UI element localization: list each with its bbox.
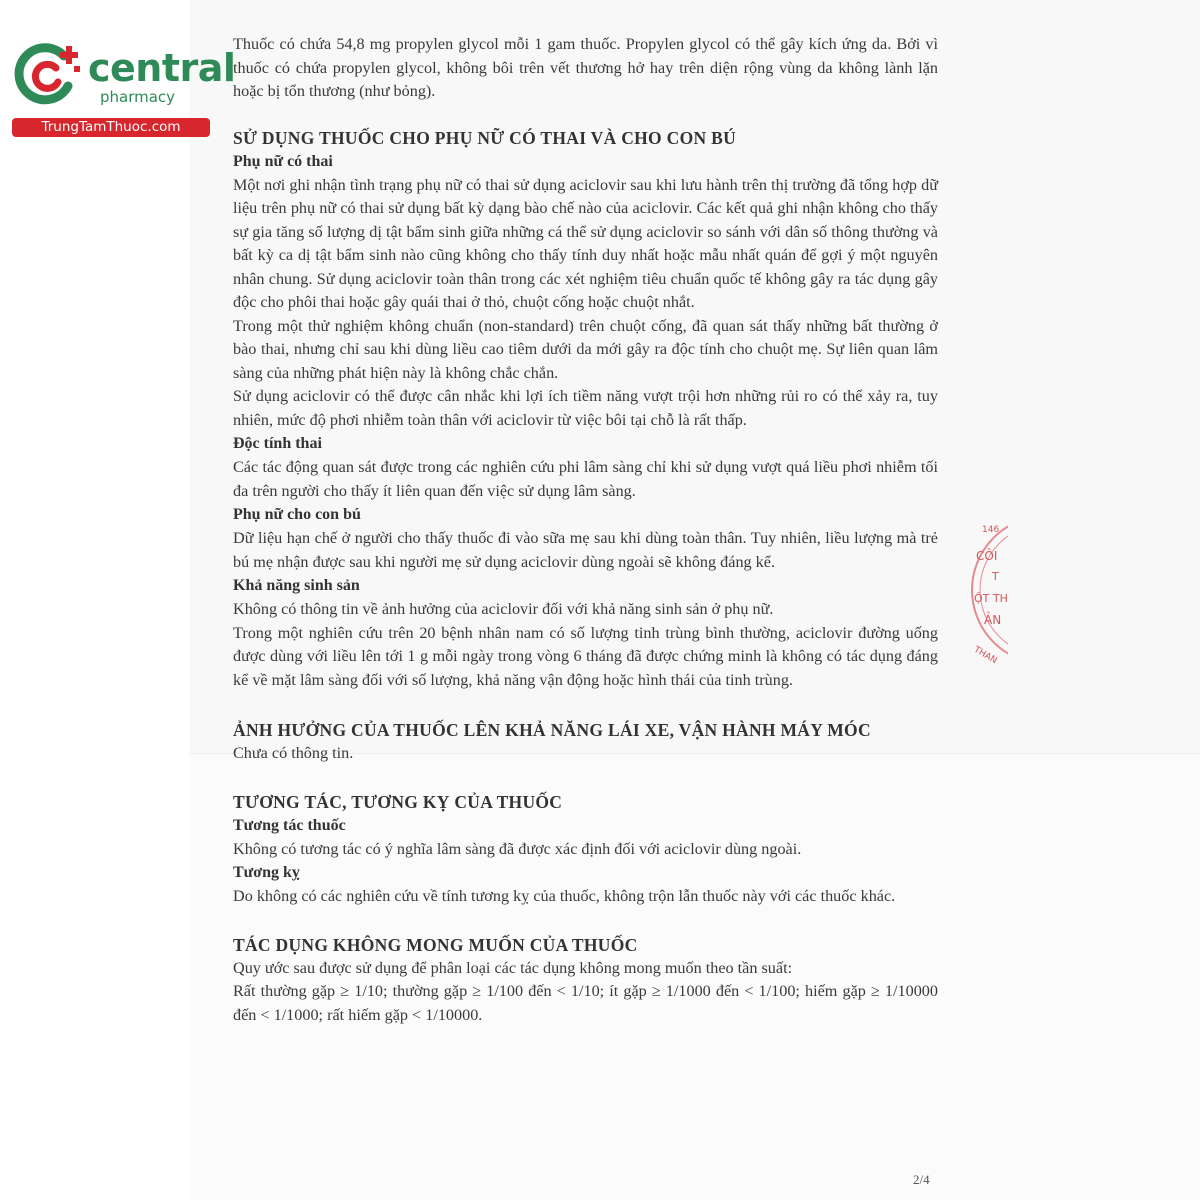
stamp-line-2: CÔI <box>976 549 998 563</box>
stamp-line-3: T <box>992 570 999 583</box>
logo-website-banner[interactable]: TrungTamThuoc.com <box>12 118 210 137</box>
driving-heading: ẢNH HƯỞNG CỦA THUỐC LÊN KHẢ NĂNG LÁI XE, VẬN HÀNH MÁY MÓC <box>233 720 871 740</box>
pregnant-subheading: Phụ nữ có thai <box>233 152 333 170</box>
logo-subtitle: pharmacy <box>100 88 176 106</box>
document-content <box>233 33 938 1027</box>
fetal-toxicity-subheading: Độc tính thai <box>233 435 322 452</box>
driving-paragraph: Chưa có thông tin. <box>233 744 354 762</box>
stamp-line-6: THAN <box>971 644 999 667</box>
incompatibility-subheading: Tương kỵ <box>233 864 300 881</box>
fetal-toxicity-paragraph: Các tác động quan sát được trong các nghiên cứu phi lâm sàng chỉ khi sử dụng vượt quá liều phơi nhiễm tối đa trên người cho thấy ít liên quan đến việc sử dụng lâm sàng. <box>233 458 938 500</box>
adverse-effects-paragraph-2: Rất thường gặp ≥ 1/10; thường gặp ≥ 1/100 đến < 1/10; ít gặp ≥ 1/1000 đến < 1/100; hiếm gặp ≥ 1/10000 đến < 1/1000; rất hiếm gặp < 1/10000. <box>233 982 938 1024</box>
adverse-effects-heading: TÁC DỤNG KHÔNG MONG MUỐN CỦA THUỐC <box>233 934 638 955</box>
stamp-line-4: ỘT TH <box>974 592 1008 605</box>
lactation-paragraph: Dữ liệu hạn chế ở người cho thấy thuốc đi vào sữa mẹ sau khi dùng toàn thân. Tuy nhiên, liều lượng mà trẻ bú mẹ nhận được sau khi người mẹ sử dụng aciclovir dùng ngoài sẽ không đáng kể. <box>233 529 938 571</box>
drug-interaction-subheading: Tương tác thuốc <box>233 816 346 834</box>
pregnant-paragraph-2: Trong một thử nghiệm không chuẩn (non-standard) trên chuột cống, đã quan sát thấy những bất thường ở bào thai, nhưng chỉ sau khi dùng liều cao tiêm dưới da mới gây ra độc tính cho chuột mẹ. Sự liên quan lâm sàng của những phát hiện này là không chắc chắn. <box>233 316 938 382</box>
logo-mark-icon <box>12 38 88 108</box>
pregnancy-heading: SỬ DỤNG THUỐC CHO PHỤ NỮ CÓ THAI VÀ CHO CON BÚ <box>233 127 737 148</box>
interactions-heading: TƯƠNG TÁC, TƯƠNG KỴ CỦA THUỐC <box>233 791 563 812</box>
page-number: 2/4 <box>913 1172 930 1187</box>
fertility-subheading: Khả năng sinh sản <box>233 577 360 594</box>
intro-paragraph: Thuốc có chứa 54,8 mg propylen glycol mỗi 1 gam thuốc. Propylen glycol có thể gây kích ứng da. Bởi vì thuốc có chứa propylen glycol, không bôi trên vết thương hở hay trên diện rộng vùng da không lành lặn hoặc bị tổn thương (như bỏng). <box>233 35 938 100</box>
incompatibility-paragraph: Do không có các nghiên cứu về tính tương kỵ của thuốc, không trộn lẫn thuốc này với các thuốc khác. <box>233 887 896 905</box>
stamp-line-5: ẢN <box>984 613 1002 627</box>
pregnant-paragraph-1: Một nơi ghi nhận tình trạng phụ nữ có thai sử dụng aciclovir sau khi lưu hành trên thị trường đã tổng hợp dữ liệu trên phụ nữ có thai sử dụng bất kỳ dạng bào chế nào của aciclovir. Các kết quả ghi nhận không cho thấy sự gia tăng số lượng dị tật bẩm sinh giữa những cá thể sử dụng aciclovir so sánh với dân số thông thường và bất kỳ ca dị tật bẩm sinh nào cũng không cho thấy tính duy nhất hoặc mẫu nhất quán để gợi ý một nguyên nhân chung. Sử dụng aciclovir toàn thân trong các xét nghiệm tiêu chuẩn quốc tế không gây ra tác dụng gây độc cho phôi thai hoặc gây quái thai ở thỏ, chuột cống hoặc chuột nhắt. <box>233 175 938 311</box>
drug-interaction-paragraph: Không có tương tác có ý nghĩa lâm sàng đã được xác định đối với aciclovir dùng ngoài. <box>233 839 802 858</box>
adverse-effects-paragraph-1: Quy ước sau được sử dụng để phân loại các tác dụng không mong muốn theo tần suất: <box>233 958 793 977</box>
fertility-paragraph-1: Không có thông tin về ảnh hưởng của aciclovir đối với khả năng sinh sản ở phụ nữ. <box>233 600 774 618</box>
lactation-subheading: Phụ nữ cho con bú <box>233 506 361 523</box>
fertility-paragraph-2: Trong một nghiên cứu trên 20 bệnh nhân nam có số lượng tinh trùng bình thường, aciclovir đường uống được dùng với liều lên tới 1 g mỗi ngày trong vòng 6 tháng đã được chứng minh là không có tác dụng đáng kể về mặt lâm sàng đối với số lượng, khả năng vận động hoặc hình thái của tinh trùng. <box>233 623 938 689</box>
stamp-line-1: 146 <box>982 525 1000 535</box>
pregnant-paragraph-3: Sử dụng aciclovir có thể được cân nhắc khi lợi ích tiềm năng vượt trội hơn những rủi ro có thể xảy ra, tuy nhiên, mức độ phơi nhiễm toàn thân với aciclovir từ việc bôi tại chỗ là rất thấp. <box>233 387 938 429</box>
logo-brand-text: central <box>88 46 236 90</box>
central-pharmacy-logo[interactable] <box>12 38 236 138</box>
company-stamp <box>968 510 1008 670</box>
